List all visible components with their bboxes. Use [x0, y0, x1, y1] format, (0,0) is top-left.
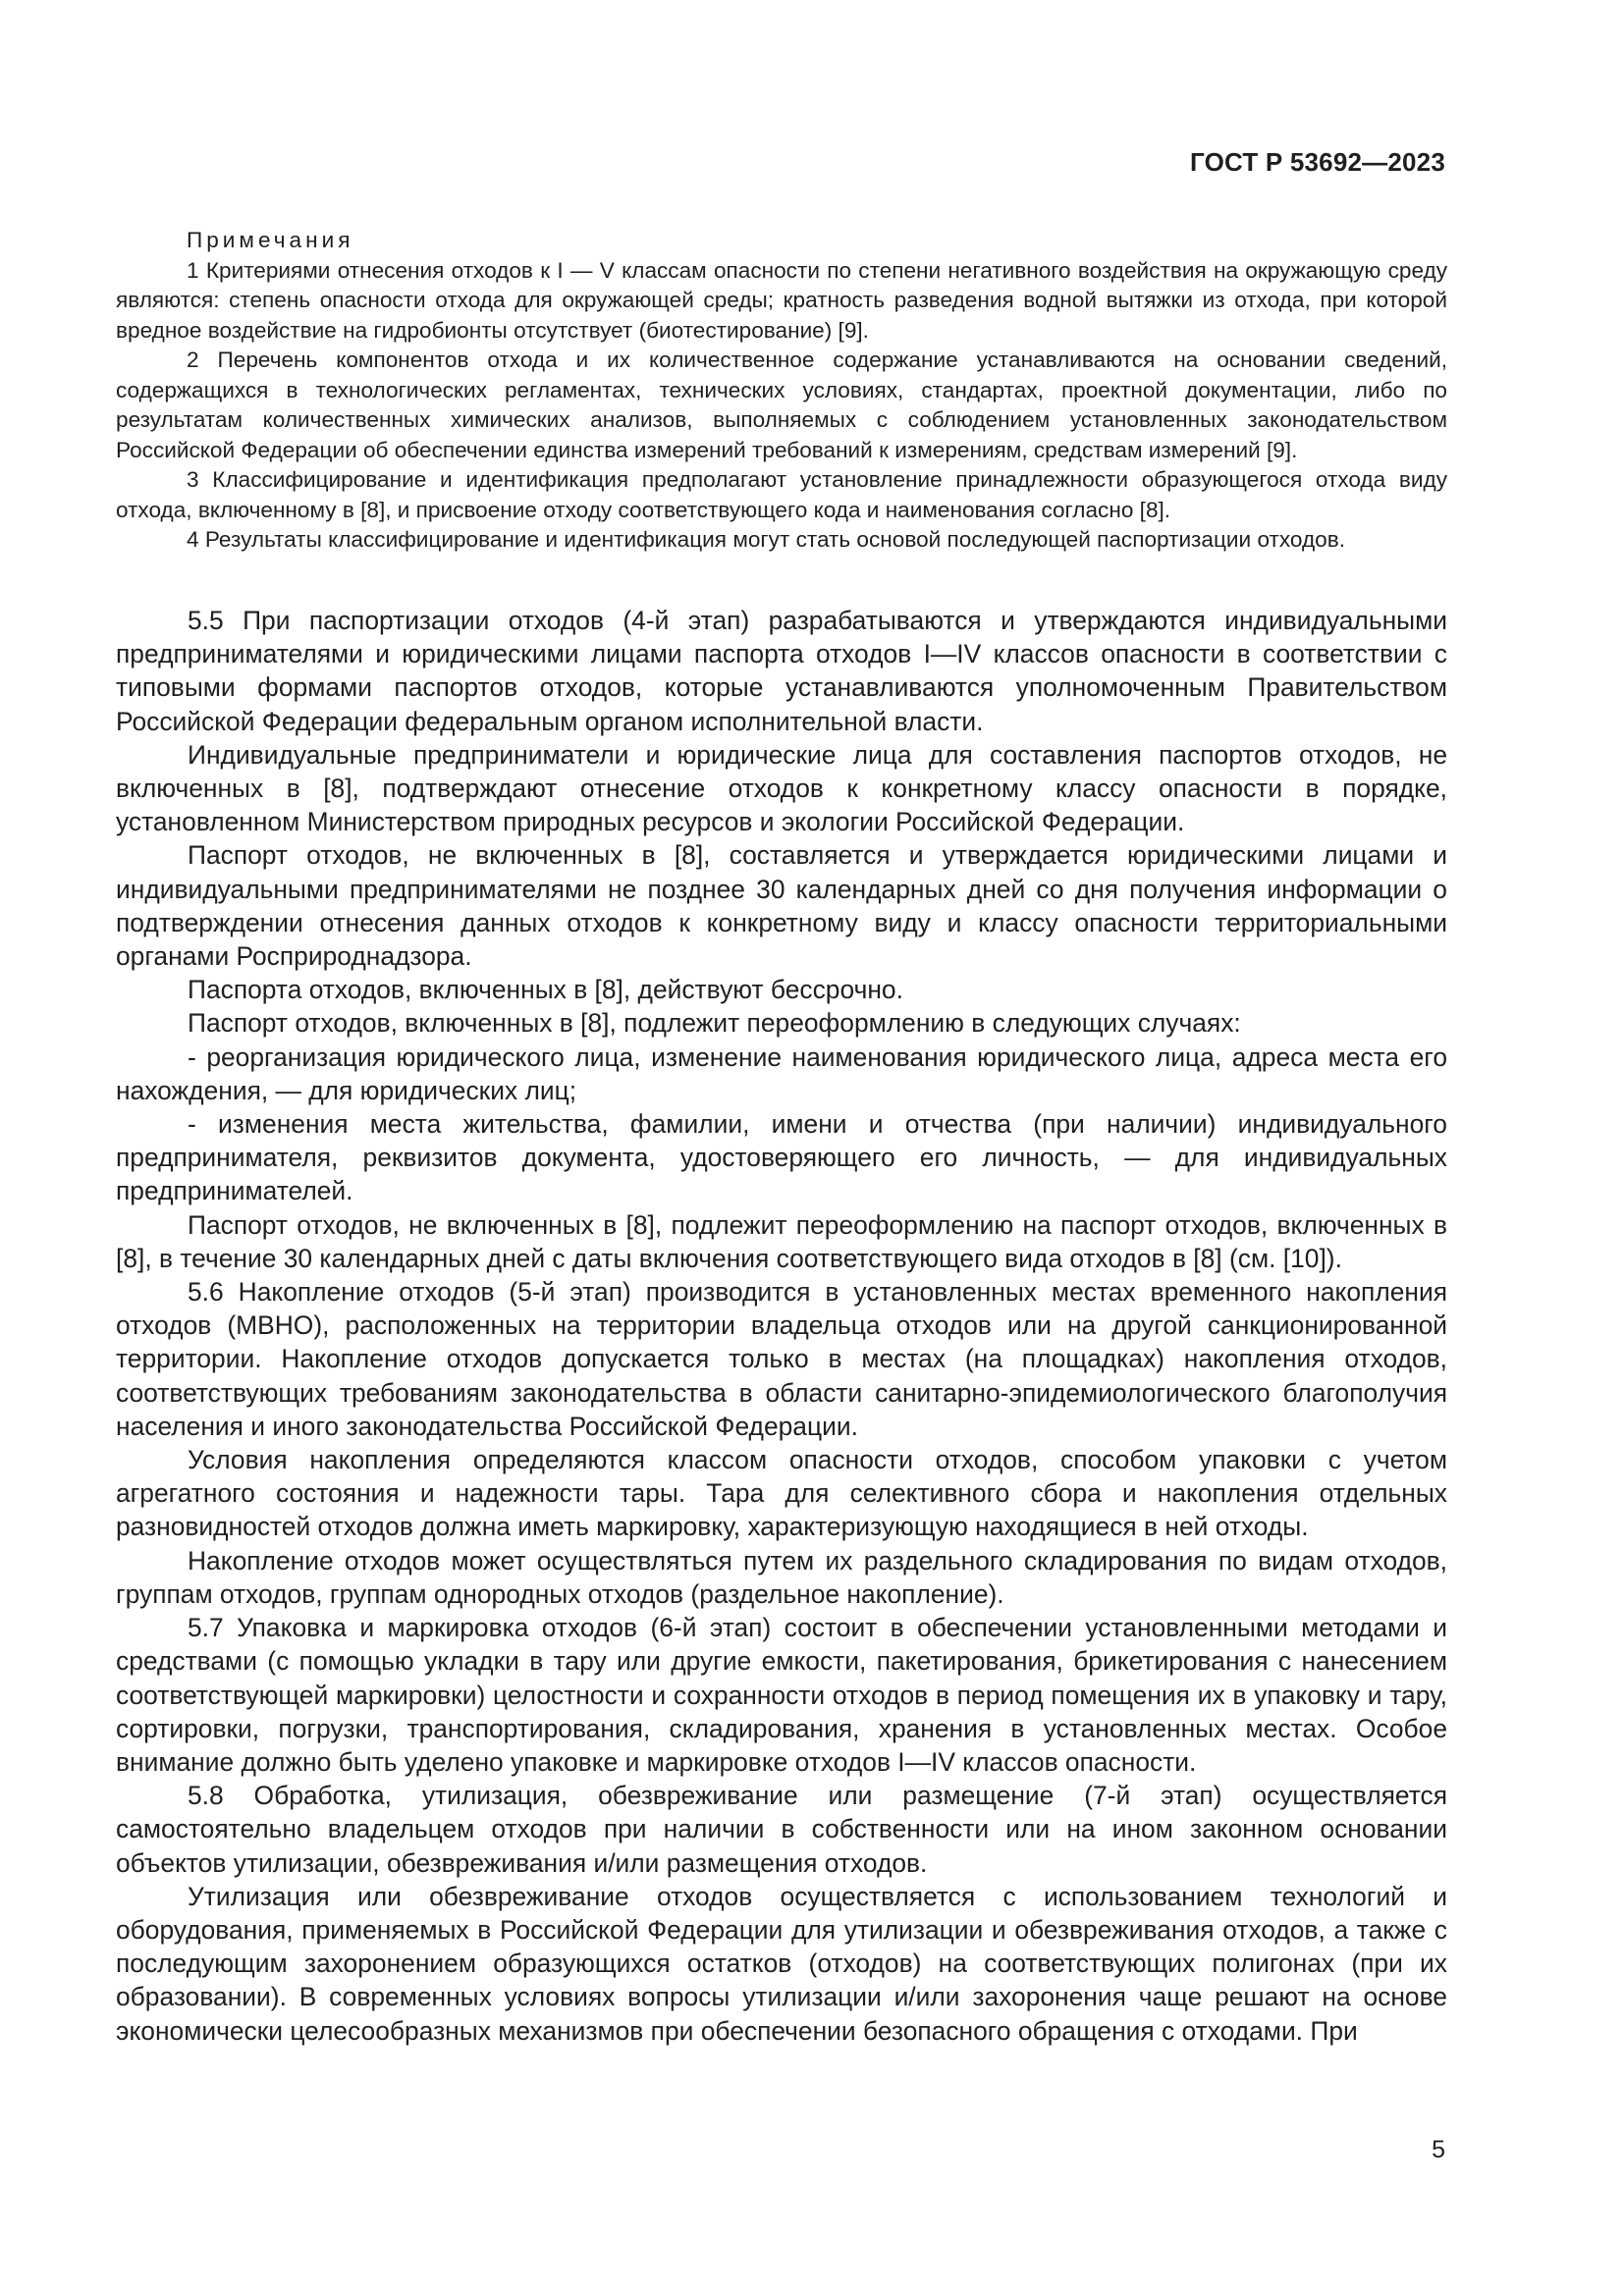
paragraph: Паспорт отходов, не включенных в [8], составляется и утверждается юридическими лицами и индивидуальными предпринимателями не позднее 30 календарных дней со дня получения информации о подтверждении отнесения данных отходов к конкретному виду и классу опасности территориальными органами Росприроднадзора.	[116, 840, 1447, 972]
notes-section	[116, 226, 1447, 556]
list-item: - реорганизация юридического лица, изменение наименования юридического лица, адреса места его нахождения, — для юридических лиц;	[116, 1041, 1447, 1105]
main-text	[116, 604, 1447, 2048]
paragraph: Условия накопления определяются классом опасности отходов, способом упаковки с учетом агрегатного состояния и надежности тары. Тара для селективного сбора и накопления отдельных разновидностей отходов должна иметь маркировку, характеризующую находящиеся в ней отходы.	[116, 1445, 1447, 1542]
note-item: 2 Перечень компонентов отхода и их количественное содержание устанавливаются на основании сведений, содержащихся в технологических регламентах, технических условиях, стандартах, проектной документации, либо по результатам количественных химических анализов, выполняемых с соблюдением установленных законодательством Российской Федерации об обеспечении единства измерений требований к измерениям, средствам измерений [9].	[116, 347, 1447, 462]
paragraph: Накопление отходов может осуществляться путем их раздельного складирования по видам отходов, группам отходов, группам однородных отходов (раздельное накопление).	[116, 1545, 1447, 1609]
note-item: 1 Критериями отнесения отходов к I — V классам опасности по степени негативного воздействия на окружающую среду являются: степень опасности отхода для окружающей среды; кратность разведения водной вытяжки из отхода, при которой вредное воздействие на гидробионты отсутствует (биотестирование) [9].	[116, 257, 1447, 343]
paragraph-5-7: 5.7 Упаковка и маркировка отходов (6-й этап) состоит в обеспечении установленными методами и средствами (с помощью укладки в тару или другие емкости, пакетирования, брикетирования с нанесением соответствующей маркировки) целостности и сохранности отходов в период помещения их в упаковку и тару, сортировки, погрузки, транспортирования, складирования, хранения в установленных местах. Особое внимание должно быть уделено упаковке и маркировке отходов I—IV классов опасности.	[116, 1613, 1447, 1777]
document-header-code: ГОСТ Р 53692—2023	[1190, 147, 1445, 177]
note-item: 4 Результаты классифицирование и идентификация могут стать основой последующей паспортизации отходов.	[187, 527, 1346, 552]
note-item: 3 Классифицирование и идентификация предполагают установление принадлежности образующегося отхода виду отхода, включенному в [8], и присвоение отходу соответствующего кода и наименования согласно [8].	[116, 467, 1447, 522]
paragraph: Утилизация или обезвреживание отходов осуществляется с использованием технологий и оборудования, применяемых в Российской Федерации для утилизации и обезвреживания отходов, а также с последующим захоронением образующихся остатков (отходов) на соответствующих полигонах (при их образовании). В современных условиях вопросы утилизации и/или захоронения чаще решают на основе экономически целесообразных механизмов при обеспечении безопасного обращения с отходами. При	[116, 1881, 1447, 2046]
paragraph-5-6: 5.6 Накопление отходов (5-й этап) производится в установленных местах временного накопления отходов (МВНО), расположенных на территории владельца отходов или на другой санкционированной территории. Накопление отходов допускается только в местах (на площадках) накопления отходов, соответствующих требованиям законодательства в области санитарно-эпидемиологического благополучия населения и иного законодательства Российской Федерации.	[116, 1277, 1447, 1441]
paragraph: Паспорт отходов, включенных в [8], подлежит переоформлению в следующих случаях:	[188, 1008, 1241, 1039]
list-item: - изменения места жительства, фамилии, имени и отчества (при наличии) индивидуального предпринимателя, реквизитов документа, удостоверяющего его личность, — для индивидуальных предпринимателей.	[116, 1109, 1447, 1206]
page-number: 5	[1432, 2136, 1445, 2163]
notes-title: Примечания	[187, 228, 354, 252]
paragraph: Индивидуальные предприниматели и юридические лица для составления паспортов отходов, не включенных в [8], подтверждают отнесение отходов к конкретному классу опасности в порядке, установленном Министерством природных ресурсов и экологии Российской Федерации.	[116, 739, 1447, 837]
paragraph: Паспорта отходов, включенных в [8], действуют бессрочно.	[188, 975, 903, 1005]
paragraph-5-8: 5.8 Обработка, утилизация, обезвреживание или размещение (7-й этап) осуществляется самостоятельно владельцем отходов при наличии в собственности или на ином законном основании объектов утилизации, обезвреживания и/или размещения отходов.	[116, 1781, 1447, 1878]
paragraph: Паспорт отходов, не включенных в [8], подлежит переоформлению на паспорт отходов, включенных в [8], в течение 30 календарных дней с даты включения соответствующего вида отходов в [8] (см. [10]).	[116, 1209, 1447, 1273]
paragraph-5-5: 5.5 При паспортизации отходов (4-й этап) разрабатываются и утверждаются индивидуальными предпринимателями и юридическими лицами паспорта отходов I—IV классов опасности в соответствии с типовыми формами паспортов отходов, которые устанавливаются уполномоченным Правительством Российской Федерации федеральным органом исполнительной власти.	[116, 606, 1447, 736]
